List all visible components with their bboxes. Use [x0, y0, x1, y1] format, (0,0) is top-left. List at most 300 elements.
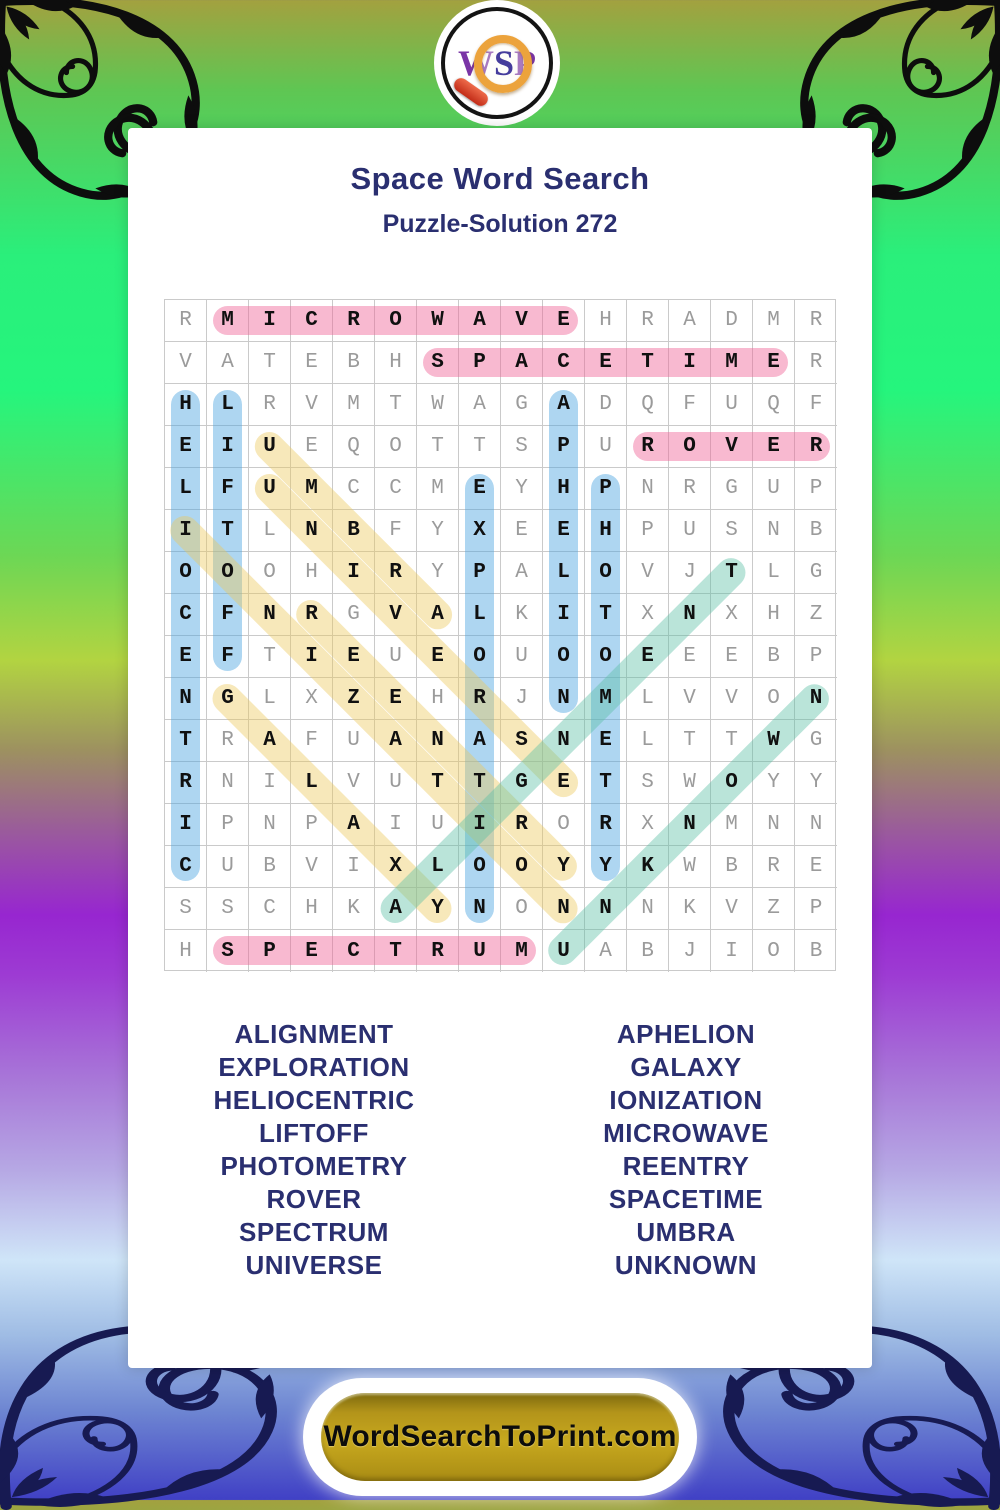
grid-letter: E [725, 645, 738, 668]
word-list-item: ALIGNMENT [234, 1019, 394, 1049]
grid-letter: I [221, 435, 234, 458]
grid-letter: B [347, 519, 360, 542]
grid-letter: G [347, 603, 360, 626]
grid-cell [753, 804, 795, 846]
grid-cell [375, 426, 417, 468]
grid-letter: M [515, 939, 528, 963]
grid-letter: U [431, 813, 444, 836]
grid-cell [291, 384, 333, 426]
grid-cell [501, 468, 543, 510]
grid-letter: W [767, 729, 780, 752]
grid-letter: E [389, 687, 402, 710]
grid-letter: A [473, 309, 486, 332]
grid-letter: N [641, 897, 654, 920]
grid-letter: Q [767, 393, 780, 416]
grid-letter: L [641, 729, 654, 752]
grid-cell [711, 510, 753, 552]
grid-letter: E [305, 939, 318, 963]
grid-cell [501, 636, 543, 678]
grid-letter: I [263, 771, 276, 794]
grid-letter: S [515, 729, 528, 752]
grid-letter: G [809, 729, 823, 752]
grid-letter: A [515, 561, 528, 584]
puzzle-card [128, 128, 872, 1368]
grid-letter: P [809, 897, 823, 920]
grid-letter: R [809, 351, 823, 374]
logo-letter-w: W [458, 43, 494, 83]
footer-button-glow [303, 1378, 697, 1496]
grid-cell [333, 888, 375, 930]
grid-letter: T [179, 729, 192, 752]
grid-letter: A [263, 729, 276, 752]
grid-letter: U [389, 771, 402, 794]
grid-letter: H [767, 603, 780, 626]
highlight-heliocentric [171, 390, 200, 881]
word-list-item: MICROWAVE [603, 1118, 769, 1148]
grid-letter: L [305, 771, 318, 794]
grid-letter: E [641, 645, 654, 668]
grid-letter: N [179, 687, 192, 710]
grid-cell [291, 888, 333, 930]
grid-letter: O [767, 687, 780, 710]
grid-cell [753, 594, 795, 636]
grid-letter: H [389, 351, 402, 374]
grid-letter: G [809, 561, 823, 584]
grid-cell [459, 426, 501, 468]
grid-letter: E [767, 351, 780, 374]
grid-letter: H [557, 477, 570, 500]
grid-letter: L [221, 393, 234, 416]
grid-cell [795, 300, 837, 342]
grid-cell [711, 636, 753, 678]
grid-letter: N [809, 687, 823, 710]
grid-letter: E [557, 771, 570, 794]
grid-letter: L [263, 687, 276, 710]
grid-letter: E [347, 645, 360, 668]
grid-letter: N [557, 729, 570, 752]
grid-letter: V [305, 393, 318, 416]
grid-letter: V [683, 687, 696, 710]
grid-letter: V [515, 309, 528, 332]
grid-letter: S [179, 897, 192, 920]
grid-cell [207, 342, 249, 384]
grid-letter: I [725, 939, 738, 963]
grid-cell [291, 846, 333, 888]
grid-letter: K [515, 603, 528, 626]
grid-letter: O [599, 561, 612, 584]
grid-letter: N [557, 687, 570, 710]
grid-letter: F [809, 393, 823, 416]
grid-letter: C [347, 939, 360, 963]
grid-letter: M [347, 393, 360, 416]
grid-letter: Q [641, 393, 654, 416]
grid-cell [249, 804, 291, 846]
word-list-item: EXPLORATION [218, 1052, 410, 1082]
grid-cell [711, 888, 753, 930]
grid-letter: B [641, 939, 654, 963]
grid-letter: A [473, 393, 486, 416]
wsp-logo-letters [445, 11, 549, 115]
grid-letter: Y [431, 897, 444, 920]
grid-letter: P [305, 813, 318, 836]
grid-letter: R [221, 729, 234, 752]
grid-letter: R [431, 939, 444, 963]
grid-letter: F [305, 729, 318, 752]
grid-cell [753, 930, 795, 972]
grid-cell [627, 384, 669, 426]
grid-letter: N [305, 519, 318, 542]
grid-cell [711, 300, 753, 342]
grid-letter: T [473, 435, 486, 458]
grid-cell [207, 888, 249, 930]
logo-letter-p: P [514, 43, 537, 83]
website-link-button[interactable] [321, 1393, 679, 1481]
grid-letter: T [389, 939, 402, 963]
grid-letter: N [683, 603, 696, 626]
logo-letter-s: S [494, 43, 515, 83]
grid-letter: O [557, 645, 570, 668]
grid-letter: R [347, 309, 360, 332]
grid-letter: R [179, 309, 192, 332]
grid-letter: P [473, 351, 486, 374]
grid-letter: C [179, 855, 192, 878]
grid-letter: A [599, 939, 612, 963]
grid-letter: Y [557, 855, 570, 878]
grid-letter: S [431, 351, 444, 374]
grid-letter: T [221, 519, 234, 542]
grid-letter: P [809, 477, 823, 500]
grid-letter: T [641, 351, 654, 374]
word-search-grid [164, 299, 836, 971]
grid-cell [333, 342, 375, 384]
grid-cell [753, 468, 795, 510]
grid-letter: N [809, 813, 823, 836]
grid-cell [753, 888, 795, 930]
grid-letter: T [263, 351, 276, 374]
grid-letter: Q [347, 435, 360, 458]
grid-cell [249, 342, 291, 384]
grid-cell [417, 468, 459, 510]
grid-cell [501, 426, 543, 468]
grid-letter: V [389, 603, 402, 626]
grid-letter: M [725, 351, 738, 374]
grid-letter: P [641, 519, 654, 542]
grid-letter: J [683, 561, 696, 584]
grid-letter: U [557, 939, 570, 963]
grid-cell [585, 426, 627, 468]
grid-letter: C [557, 351, 570, 374]
grid-letter: D [599, 393, 612, 416]
grid-letter: L [263, 519, 276, 542]
grid-cell [669, 300, 711, 342]
grid-letter: U [347, 729, 360, 752]
grid-letter: V [347, 771, 360, 794]
grid-letter: N [431, 729, 444, 752]
grid-letter: U [767, 477, 780, 500]
grid-letter: Y [809, 771, 823, 794]
grid-letter: T [599, 771, 612, 794]
grid-letter: S [515, 435, 528, 458]
grid-letter: I [473, 813, 486, 836]
grid-letter: C [263, 897, 276, 920]
grid-letter: J [683, 939, 696, 963]
grid-letter: I [179, 519, 192, 542]
grid-letter: W [431, 393, 444, 416]
grid-letter: Z [767, 897, 780, 920]
grid-letter: E [179, 435, 192, 458]
grid-letter: O [515, 897, 528, 920]
grid-letter: B [809, 939, 823, 963]
grid-cell [501, 510, 543, 552]
grid-letter: M [725, 813, 738, 836]
grid-cell [585, 300, 627, 342]
grid-letter: M [431, 477, 444, 500]
grid-cell [711, 384, 753, 426]
grid-letter: U [683, 519, 696, 542]
grid-letter: L [641, 687, 654, 710]
grid-cell [333, 384, 375, 426]
grid-cell [795, 930, 837, 972]
grid-letter: U [263, 435, 276, 458]
grid-cell [753, 300, 795, 342]
grid-letter: Y [431, 519, 444, 542]
grid-letter: T [263, 645, 276, 668]
grid-letter: T [473, 771, 486, 794]
grid-cell [459, 384, 501, 426]
grid-cell [669, 468, 711, 510]
grid-letter: B [809, 519, 823, 542]
grid-letter: T [431, 771, 444, 794]
grid-letter: Y [431, 561, 444, 584]
grid-letter: L [557, 561, 570, 584]
grid-letter: I [179, 813, 192, 836]
grid-cell [795, 636, 837, 678]
grid-letter: F [221, 645, 234, 668]
grid-letter: A [389, 729, 402, 752]
grid-letter: U [473, 939, 486, 963]
grid-cell [375, 342, 417, 384]
word-list-item: SPACETIME [608, 1184, 764, 1214]
grid-letter: H [599, 519, 612, 542]
grid-letter: M [221, 309, 234, 332]
grid-letter: J [515, 687, 528, 710]
word-list-item: ROVER [266, 1184, 362, 1214]
grid-cell [501, 594, 543, 636]
grid-letter: I [347, 561, 360, 584]
grid-cell [627, 762, 669, 804]
grid-cell [333, 426, 375, 468]
grid-letter: A [431, 603, 444, 626]
grid-letter: O [515, 855, 528, 878]
grid-letter: T [599, 603, 612, 626]
grid-letter: P [263, 939, 276, 963]
grid-letter: L [431, 855, 444, 878]
grid-letter: K [347, 897, 360, 920]
grid-cell [795, 594, 837, 636]
word-list-item: HELIOCENTRIC [213, 1085, 415, 1115]
grid-letter: R [767, 855, 780, 878]
grid-letter: N [221, 771, 234, 794]
grid-letter: R [809, 435, 823, 458]
grid-letter: E [515, 519, 528, 542]
grid-letter: Z [809, 603, 823, 626]
grid-letter: U [263, 477, 276, 500]
grid-letter: G [221, 687, 234, 710]
grid-letter: X [725, 603, 738, 626]
grid-letter: H [179, 939, 192, 963]
grid-letter: A [557, 393, 570, 416]
word-list-item: SPECTRUM [239, 1217, 389, 1247]
grid-cell [627, 300, 669, 342]
grid-cell [753, 384, 795, 426]
grid-letter: U [599, 435, 612, 458]
grid-letter: A [683, 309, 696, 332]
grid-letter: I [347, 855, 360, 878]
grid-letter: N [641, 477, 654, 500]
grid-letter: N [263, 603, 276, 626]
grid-letter: A [473, 729, 486, 752]
grid-letter: G [725, 477, 738, 500]
grid-letter: W [683, 771, 696, 794]
grid-letter: R [599, 813, 612, 836]
word-list-item: LIFTOFF [259, 1118, 369, 1148]
grid-letter: B [347, 351, 360, 374]
grid-letter: X [641, 603, 654, 626]
grid-letter: U [389, 645, 402, 668]
grid-cell [165, 342, 207, 384]
grid-cell [207, 804, 249, 846]
grid-letter: N [767, 519, 780, 542]
word-list-item: IONIZATION [609, 1085, 763, 1115]
grid-letter: B [263, 855, 276, 878]
grid-letter: P [221, 813, 234, 836]
grid-letter: N [767, 813, 780, 836]
grid-cell [501, 552, 543, 594]
grid-letter: U [515, 645, 528, 668]
grid-cell [417, 426, 459, 468]
grid-letter: O [389, 309, 402, 332]
grid-cell [669, 384, 711, 426]
grid-letter: D [725, 309, 738, 332]
grid-cell [795, 510, 837, 552]
word-list-item: APHELION [616, 1019, 756, 1049]
grid-cell [375, 468, 417, 510]
grid-letter: X [641, 813, 654, 836]
grid-cell [795, 342, 837, 384]
grid-letter: K [683, 897, 696, 920]
grid-letter: O [473, 855, 486, 878]
grid-cell [585, 384, 627, 426]
grid-letter: O [389, 435, 402, 458]
grid-letter: Y [515, 477, 528, 500]
grid-letter: N [473, 897, 486, 920]
letter-grid [164, 299, 836, 971]
grid-cell [207, 846, 249, 888]
grid-letter: P [473, 561, 486, 584]
word-list-left-column [128, 1018, 500, 1282]
grid-letter: I [557, 603, 570, 626]
grid-letter: E [557, 309, 570, 332]
grid-letter: O [179, 561, 192, 584]
grid-cell [669, 510, 711, 552]
website-link-label: WordSearchToPrint.com [323, 1420, 677, 1453]
grid-letter: T [725, 729, 738, 752]
word-list-item: GALAXY [630, 1052, 742, 1082]
grid-letter: S [221, 939, 234, 963]
grid-cell [627, 930, 669, 972]
grid-letter: M [305, 477, 318, 500]
grid-letter: P [599, 477, 612, 500]
grid-letter: O [767, 939, 780, 963]
grid-cell [417, 384, 459, 426]
grid-cell [165, 300, 207, 342]
grid-letter: O [221, 561, 234, 584]
grid-letter: A [515, 351, 528, 374]
grid-letter: G [515, 393, 528, 416]
grid-letter: V [725, 687, 738, 710]
grid-cell [795, 468, 837, 510]
grid-letter: R [473, 687, 486, 710]
grid-letter: C [389, 477, 402, 500]
grid-cell [417, 510, 459, 552]
grid-letter: E [473, 477, 486, 500]
grid-letter: R [809, 309, 823, 332]
grid-cell [795, 888, 837, 930]
grid-cell [207, 762, 249, 804]
grid-letter: L [179, 477, 192, 500]
grid-letter: E [599, 729, 612, 752]
grid-letter: E [305, 435, 318, 458]
grid-letter: A [389, 897, 402, 920]
grid-letter: L [767, 561, 780, 584]
grid-cell [711, 930, 753, 972]
word-list-item: UMBRA [636, 1217, 736, 1247]
grid-cell [249, 384, 291, 426]
grid-letter: G [515, 771, 528, 794]
grid-letter: C [179, 603, 192, 626]
grid-letter: R [641, 309, 654, 332]
grid-cell [795, 846, 837, 888]
grid-cell [627, 720, 669, 762]
grid-letter: V [305, 855, 318, 878]
grid-letter: N [599, 897, 612, 920]
grid-letter: N [557, 897, 570, 920]
grid-letter: O [473, 645, 486, 668]
grid-letter: Z [347, 687, 360, 710]
grid-letter: E [767, 435, 780, 458]
grid-letter: U [221, 855, 234, 878]
word-list-item: PHOTOMETRY [220, 1151, 408, 1181]
grid-letter: V [725, 897, 738, 920]
grid-cell [795, 384, 837, 426]
grid-letter: R [683, 477, 696, 500]
grid-letter: E [431, 645, 444, 668]
grid-letter: B [725, 855, 738, 878]
grid-letter: V [725, 435, 738, 458]
wsp-logo [441, 7, 553, 119]
page-title: Space Word Search [350, 161, 650, 196]
grid-letter: X [389, 855, 402, 878]
grid-cell [711, 846, 753, 888]
grid-letter: Y [599, 855, 612, 878]
grid-letter: I [305, 645, 318, 668]
grid-cell [165, 930, 207, 972]
grid-cell [795, 804, 837, 846]
grid-letter: R [305, 603, 318, 626]
grid-letter: F [221, 603, 234, 626]
grid-letter: I [683, 351, 696, 374]
grid-letter: T [389, 393, 402, 416]
